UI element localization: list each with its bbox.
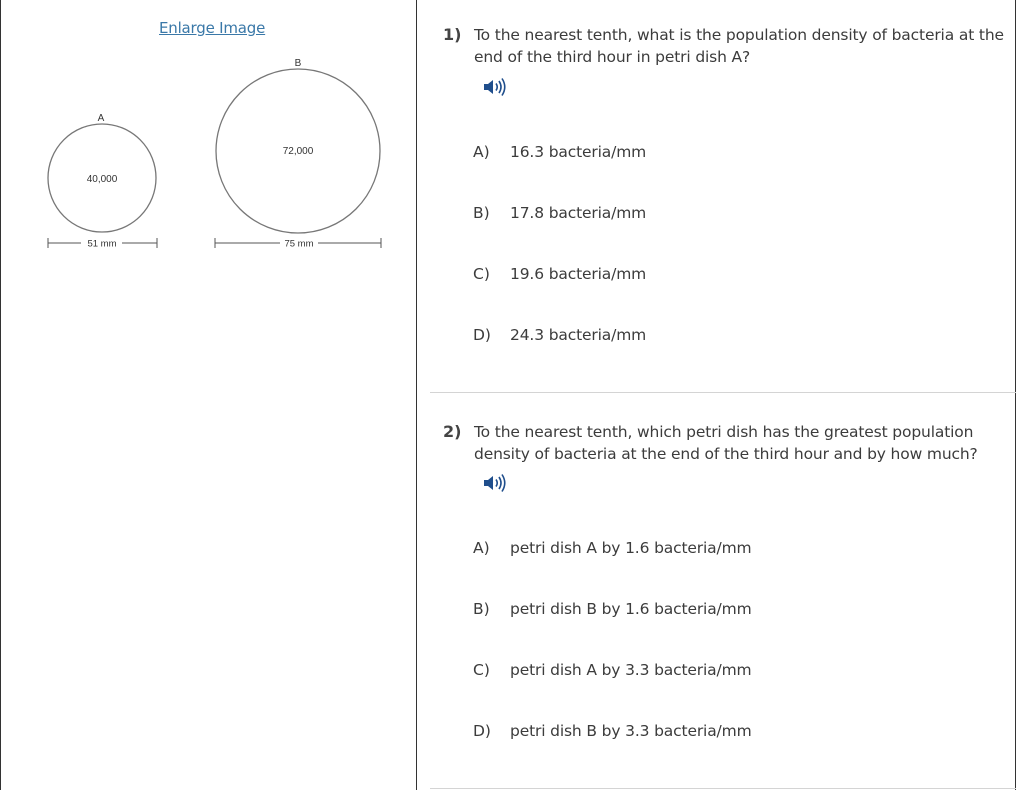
question-separator [430, 392, 1016, 393]
enlarge-image-link[interactable]: Enlarge Image [159, 19, 266, 37]
choice-c[interactable] [473, 661, 873, 685]
choice-letter: C) [473, 265, 490, 283]
speaker-icon[interactable] [482, 76, 508, 98]
speaker-icon[interactable] [482, 472, 508, 494]
choice-a[interactable] [473, 539, 873, 563]
choice-text: petri dish A by 3.3 bacteria/mm [510, 661, 752, 679]
choice-text: petri dish A by 1.6 bacteria/mm [510, 539, 752, 557]
choice-a[interactable] [473, 143, 873, 167]
questions-panel [417, 0, 1016, 790]
choice-text: petri dish B by 1.6 bacteria/mm [510, 600, 752, 618]
dish-a-count: 40,000 [86, 174, 118, 185]
choice-letter: B) [473, 204, 490, 222]
question-number: 1) [443, 25, 462, 44]
choice-b[interactable] [473, 204, 873, 228]
choice-text: petri dish B by 3.3 bacteria/mm [510, 722, 752, 740]
choice-text: 16.3 bacteria/mm [510, 143, 647, 161]
dish-b-label: B [294, 58, 302, 69]
choice-letter: D) [473, 722, 491, 740]
dish-a-diameter: 51 mm [87, 238, 117, 250]
choice-letter: A) [473, 539, 490, 557]
dish-a-label: A [97, 113, 105, 124]
choice-c[interactable] [473, 265, 873, 289]
choice-letter: B) [473, 600, 490, 618]
dish-b-diameter: 75 mm [284, 238, 314, 250]
choice-text: 24.3 bacteria/mm [510, 326, 647, 344]
question-number: 2) [443, 422, 462, 441]
choice-text: 19.6 bacteria/mm [510, 265, 647, 283]
choice-d[interactable] [473, 326, 873, 350]
question-separator [430, 788, 1016, 789]
choice-letter: D) [473, 326, 491, 344]
question-text: To the nearest tenth, what is the population density of bacteria at the end of the third hour in petri dish A? [474, 26, 1004, 66]
choice-letter: A) [473, 143, 490, 161]
choice-letter: C) [473, 661, 490, 679]
choice-text: 17.8 bacteria/mm [510, 204, 647, 222]
choice-d[interactable] [473, 722, 873, 746]
figure-panel [1, 0, 416, 790]
question-text: To the nearest tenth, which petri dish has the greatest population density of bacteria at the end of the third hour and by how much? [474, 423, 978, 463]
dish-b-count: 72,000 [282, 146, 314, 157]
choice-b[interactable] [473, 600, 873, 624]
petri-dish-figure [1, 0, 416, 270]
